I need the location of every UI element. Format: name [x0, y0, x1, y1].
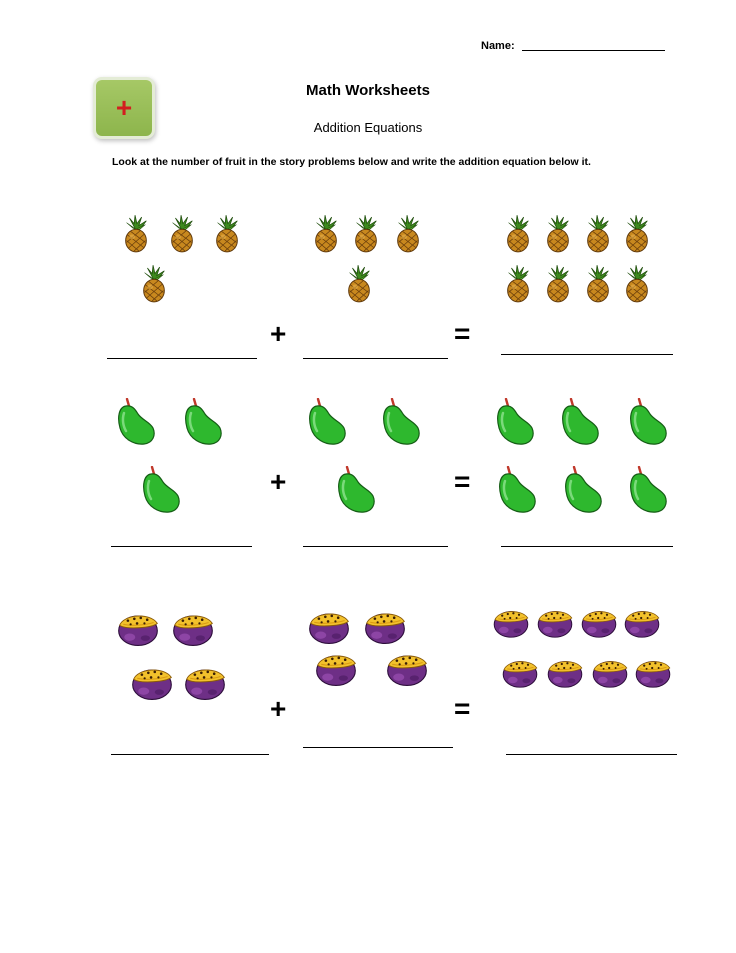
- pear-icon: [307, 398, 347, 448]
- passion-fruit-icon: [491, 605, 531, 639]
- plus-operator: +: [270, 318, 287, 349]
- passion-fruit-icon: [545, 655, 585, 689]
- pear-icon: [336, 466, 376, 516]
- name-label: Name:: [481, 40, 515, 52]
- answer-line[interactable]: [303, 546, 448, 547]
- pineapple-icon: [310, 215, 342, 253]
- answer-line[interactable]: [506, 754, 677, 755]
- pineapple-icon: [542, 265, 574, 303]
- pear-icon: [628, 398, 668, 448]
- pineapple-icon: [138, 265, 170, 303]
- passion-fruit-icon: [306, 606, 352, 646]
- answer-line[interactable]: [501, 354, 673, 355]
- pear-icon: [563, 466, 603, 516]
- pear-icon: [381, 398, 421, 448]
- pear-icon: [141, 466, 181, 516]
- pear-icon: [495, 398, 535, 448]
- pineapple-icon: [542, 215, 574, 253]
- pineapple-icon: [621, 265, 653, 303]
- answer-line[interactable]: [303, 747, 453, 748]
- passion-fruit-icon: [622, 605, 662, 639]
- passion-fruit-icon: [170, 608, 216, 648]
- pear-icon: [560, 398, 600, 448]
- instructions: Look at the number of fruit in the story problems below and write the addition equation below it.: [112, 156, 591, 168]
- pear-icon: [183, 398, 223, 448]
- pineapple-icon: [502, 265, 534, 303]
- pineapple-icon: [211, 215, 243, 253]
- pineapple-icon: [392, 215, 424, 253]
- pear-icon: [497, 466, 537, 516]
- name-field[interactable]: [522, 50, 665, 51]
- answer-line[interactable]: [111, 546, 252, 547]
- passion-fruit-icon: [362, 606, 408, 646]
- pineapple-icon: [582, 265, 614, 303]
- passion-fruit-icon: [129, 662, 175, 702]
- passion-fruit-icon: [579, 605, 619, 639]
- pineapple-icon: [350, 215, 382, 253]
- plus-operator: +: [270, 693, 287, 724]
- answer-line[interactable]: [107, 358, 257, 359]
- pineapple-icon: [343, 265, 375, 303]
- equals-operator: =: [454, 693, 471, 724]
- pineapple-icon: [502, 215, 534, 253]
- plus-operator: +: [270, 466, 287, 497]
- passion-fruit-icon: [115, 608, 161, 648]
- plus-icon: +: [115, 92, 133, 123]
- pear-icon: [628, 466, 668, 516]
- pineapple-icon: [166, 215, 198, 253]
- passion-fruit-icon: [384, 648, 430, 688]
- answer-line[interactable]: [111, 754, 269, 755]
- answer-line[interactable]: [303, 358, 448, 359]
- pineapple-icon: [582, 215, 614, 253]
- passion-fruit-icon: [535, 605, 575, 639]
- passion-fruit-icon: [590, 655, 630, 689]
- passion-fruit-icon: [500, 655, 540, 689]
- page-subtitle: Addition Equations: [313, 120, 423, 135]
- equals-operator: =: [454, 466, 471, 497]
- passion-fruit-icon: [633, 655, 673, 689]
- page-title: Math Worksheets: [306, 82, 430, 99]
- pear-icon: [116, 398, 156, 448]
- answer-line[interactable]: [501, 546, 673, 547]
- pineapple-icon: [120, 215, 152, 253]
- equals-operator: =: [454, 318, 471, 349]
- pineapple-icon: [621, 215, 653, 253]
- passion-fruit-icon: [182, 662, 228, 702]
- passion-fruit-icon: [313, 648, 359, 688]
